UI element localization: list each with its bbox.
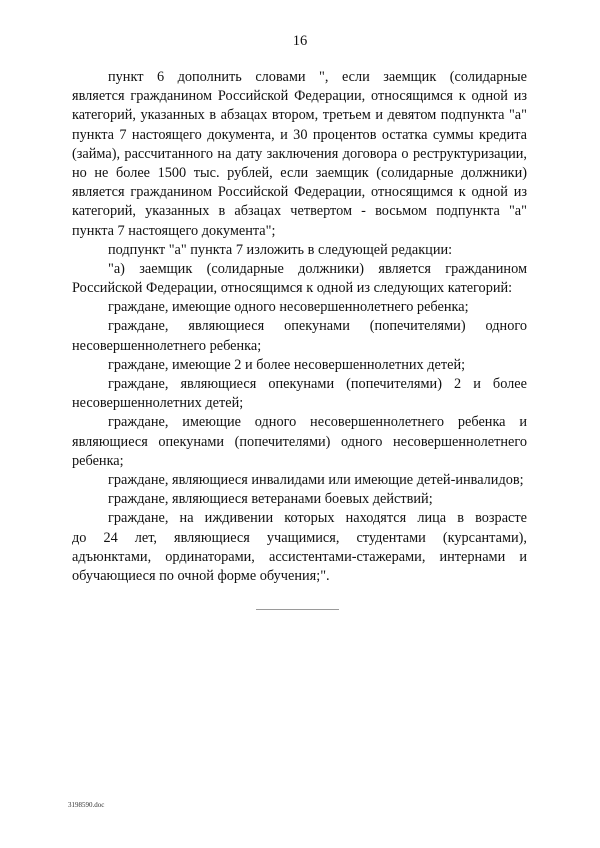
text-line: граждане, имеющие одного несовершеннолетнего ребенка; [108, 299, 469, 316]
text-line: пункта 7 настоящего документа, и 30 процентов остатка суммы кредита [72, 126, 527, 143]
paragraph [72, 241, 527, 260]
text-line: граждане, являющиеся инвалидами или имеющие детей-инвалидов; [108, 471, 524, 488]
end-separator-line [256, 609, 339, 610]
text-line: Российской Федерации, относящимся к одной из следующих категорий: [72, 280, 513, 297]
paragraph [72, 298, 527, 317]
text-line: граждане, являющиеся опекунами (попечителями) 2 и более [108, 376, 527, 392]
text-line: ребенка; [72, 452, 124, 469]
text-line: граждане, являющиеся ветеранами боевых действий; [108, 491, 433, 508]
text-line: несовершеннолетних детей; [72, 395, 244, 412]
text-line: до 24 лет, являющиеся учащимися, студентами (курсантами), [72, 529, 527, 546]
text-line: несовершеннолетнего ребенка; [72, 337, 262, 354]
footer-filename: 3198590.doc [68, 801, 105, 809]
paragraph [72, 260, 527, 298]
text-line: является гражданином Российской Федерации, относящимся к одной из [72, 88, 527, 105]
document-body [72, 68, 527, 586]
text-line: адъюнктами, ординаторами, ассистентами-стажерами, интернами и [72, 548, 527, 565]
paragraph [72, 356, 527, 375]
text-line: граждане, являющиеся опекунами (попечителями) одного [108, 318, 527, 335]
text-line: обучающиеся по очной форме обучения;". [72, 567, 330, 584]
paragraph [72, 471, 527, 490]
paragraph [72, 509, 527, 586]
paragraph [72, 375, 527, 413]
text-line: граждане, имеющие одного несовершеннолетнего ребенка и [108, 414, 527, 431]
paragraph [72, 413, 527, 471]
text-line: граждане, имеющие 2 и более несовершеннолетних детей; [108, 356, 466, 373]
text-line: (займа), рассчитанного на дату заключения договора о реструктуризации, [72, 145, 527, 162]
text-line: граждане, на иждивении которых находятся лица в возрасте [108, 510, 527, 527]
text-line: является гражданином Российской Федерации, относящимся к одной из [72, 184, 527, 201]
page-number: 16 [292, 33, 308, 49]
text-line: категорий, указанных в абзацах втором, третьем и девятом подпункта "а" [72, 107, 527, 124]
text-line: подпункт "а" пункта 7 изложить в следующей редакции: [108, 241, 453, 258]
text-line: категорий, указанных в абзацах четвертом - восьмом подпункта "а" [72, 203, 527, 220]
text-line: являющиеся опекунами (попечителями) одного несовершеннолетнего [72, 433, 527, 450]
paragraph [72, 490, 527, 509]
text-line: пункт 6 дополнить словами ", если заемщик (солидарные [108, 69, 527, 85]
paragraph [72, 68, 527, 241]
text-line: пункта 7 настоящего документа"; [72, 222, 276, 239]
text-line: "а) заемщик (солидарные должники) является гражданином [108, 260, 527, 277]
text-line: но не более 1500 тыс. рублей, если заемщик (солидарные должники) [72, 164, 527, 181]
paragraph [72, 317, 527, 355]
